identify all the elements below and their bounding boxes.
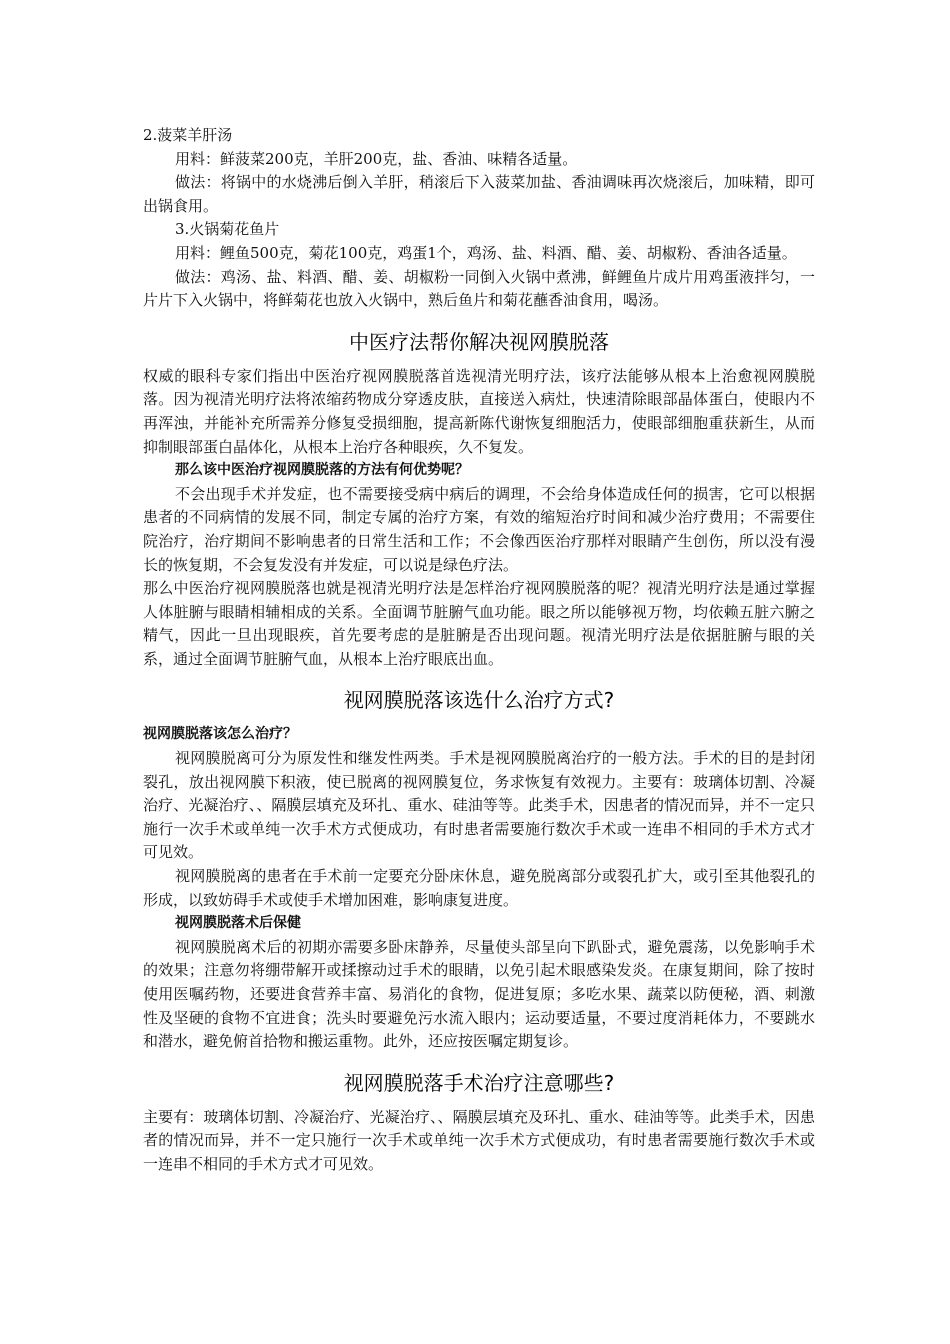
recipe-3-method: 做法：鸡汤、盐、料酒、醋、姜、胡椒粉一同倒入火锅中煮沸，鲜鲤鱼片成片用鸡蛋液拌匀，一片片下入火锅中，将鲜菊花也放入火锅中，熟后鱼片和菊花蘸香油食用，喝汤。	[143, 267, 815, 310]
section-2-heading: 视网膜脱落该选什么治疗方式?	[343, 688, 615, 713]
recipe-2-ingredients: 用料：鲜菠菜200克，羊肝200克，盐、香油、味精各适量。	[175, 149, 578, 168]
section-2-paragraph-1: 视网膜脱离可分为原发性和继发性两类。手术是视网膜脱离治疗的一般方法。手术的目的是封闭裂孔，放出视网膜下积液，使已脱离的视网膜复位，务求恢复有效视力。主要有：玻璃体切割、冷凝治疗、光凝治疗、、隔膜层填充及环扎、重水、硅油等等。此类手术，因患者的情况而异，并不一定只施行一次手术或单纯一次手术方式便成功，有时患者需要施行数次手术或一连串不相同的手术方式才可见效。	[143, 749, 815, 862]
recipe-2-method: 做法：将锅中的水烧沸后倒入羊肝，稍滚后下入菠菜加盐、香油调味再次烧滚后，加味精，即可出锅食用。	[143, 173, 815, 215]
section-2-subheading-1: 视网膜脱落该怎么治疗？	[143, 726, 297, 743]
section-3-paragraph-1: 主要有：玻璃体切割、冷凝治疗、光凝治疗、、隔膜层填充及环扎、重水、硅油等等。此类手术，因患者的情况而异，并不一定只施行一次手术或单纯一次手术方式便成功，有时患者需要施行数次手术或一连串不相同的手术方式才可见效。	[143, 1107, 815, 1173]
section-1-paragraph-3: 那么中医治疗视网膜脱落也就是视清光明疗法是怎样治疗视网膜脱落的呢？视清光明疗法是通过掌握人体脏腑与眼睛相辅相成的关系。全面调节脏腑气血功能。眼之所以能够视万物，均依赖五脏六腑之精气，因此一旦出现眼疾，首先要考虑的是脏腑是否出现问题。视清光明疗法是依据脏腑与眼的关系，通过全面调节脏腑气血，从根本上治疗眼底出血。	[143, 579, 815, 668]
section-1-paragraph-2: 不会出现手术并发症，也不需要接受病中病后的调理，不会给身体造成任何的损害，它可以根据患者的不同病情的发展不同，制定专属的治疗方案，有效的缩短治疗时间和减少治疗费用；不需要住院治疗，治疗期间不影响患者的日常生活和工作；不会像西医治疗那样对眼睛产生创伤，所以没有漫长的恢复期，不会复发没有并发症，可以说是绿色疗法。	[143, 484, 815, 574]
section-2-paragraph-2: 视网膜脱离的患者在手术前一定要充分卧床休息，避免脱离部分或裂孔扩大，或引至其他裂孔的形成，以致妨碍手术或使手术增加困难，影响康复进度。	[143, 867, 815, 909]
recipe-3-ingredients: 用料：鲤鱼500克，菊花100克，鸡蛋1个，鸡汤、盐、料酒、醋、姜、胡椒粉、香油各适量。	[175, 243, 797, 262]
section-2-subheading-2: 视网膜脱落术后保健	[175, 915, 301, 932]
section-1-paragraph-1: 权威的眼科专家们指出中医治疗视网膜脱落首选视清光明疗法，该疗法能够从根本上治愈视网膜脱落。因为视清光明疗法将浓缩药物成分穿透皮肤，直接送入病灶，快速清除眼部晶体蛋白，使眼内不再浑浊，并能补充所需养分修复受损细胞，提高新陈代谢恢复细胞活力，使眼部细胞重获新生，从而抑制眼部蛋白晶体化，从根本上治疗各种眼疾，久不复发。	[143, 366, 815, 456]
section-1-heading: 中医疗法帮你解决视网膜脱落	[349, 329, 609, 354]
document-page	[143, 124, 815, 1177]
recipe-2-title: 2.菠菜羊肝汤	[143, 126, 233, 144]
section-2-paragraph-3: 视网膜脱离术后的初期亦需要多卧床静养，尽量使头部呈向下趴卧式，避免震荡，以免影响手术的效果；注意勿将绷带解开或揉擦动过手术的眼睛，以免引起术眼感染发炎。在康复期间，除了按时使用医嘱药物，还要进食营养丰富、易消化的食物，促进复原；多吃水果、蔬菜以防便秘，酒、刺激性及坚硬的食物不宜进食；洗头时要避免污水流入眼内；运动要适量，不要过度消耗体力，不要跳水和潜水，避免俯首拾物和搬运重物。此外，还应按医嘱定期复诊。	[143, 937, 815, 1051]
section-3-heading: 视网膜脱落手术治疗注意哪些?	[343, 1070, 615, 1095]
recipe-3-title: 3.火锅菊花鱼片	[175, 220, 280, 239]
section-1-subheading: 那么该中医治疗视网膜脱落的方法有何优势呢？	[175, 462, 469, 479]
